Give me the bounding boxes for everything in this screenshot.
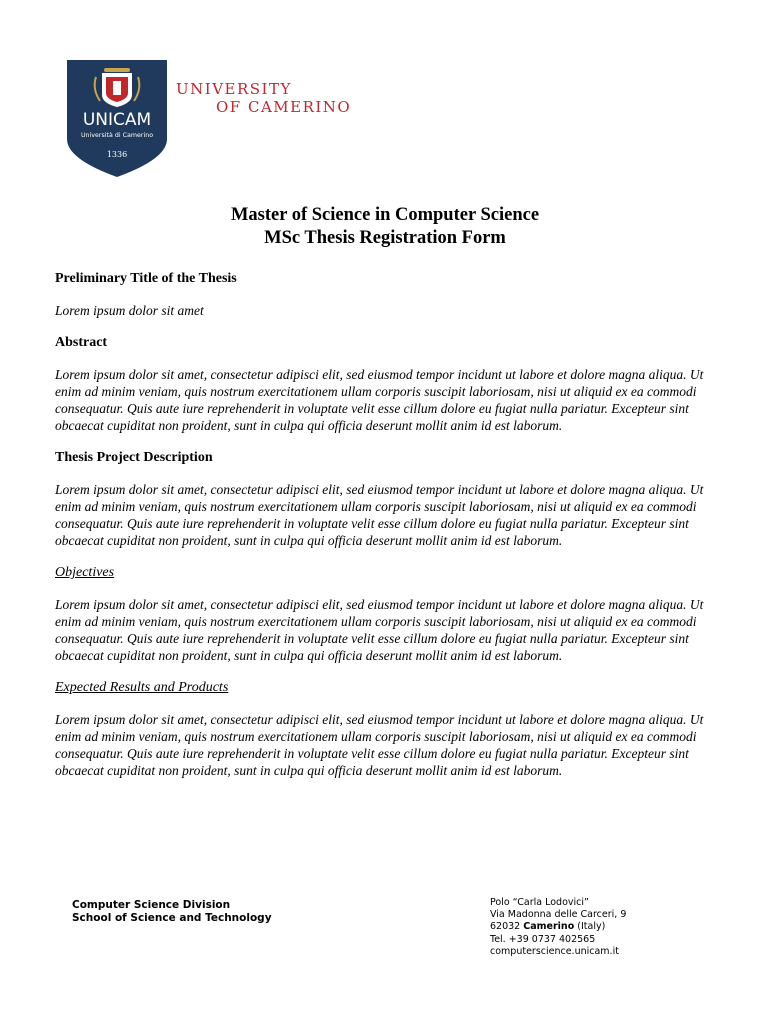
footer-phone: Tel. +39 0737 402565	[490, 933, 596, 945]
shield-subtitle: Università di Camerino	[80, 132, 154, 139]
description-heading: Thesis Project Description	[55, 450, 213, 465]
address-country: (Italy)	[577, 921, 606, 933]
address-zip: 62032	[490, 921, 521, 933]
wordmark-line2: OF CAMERINO	[216, 98, 352, 116]
wordmark-line1: UNIVERSITY	[176, 80, 292, 98]
footer-school: School of Science and Technology	[72, 912, 272, 924]
document-subtitle: MSc Thesis Registration Form	[264, 228, 506, 248]
description-text: Lorem ipsum dolor sit amet, consectetur adipisci elit, sed eiusmod tempor incidunt ut labore et dolore magna aliqua. Ut enim ad minim veniam, quis nostrum exercitationem ullam corporis suscipit laboriosam, nisi ut aliquid ex ea commodi consequatur. Quis aute iure reprehenderit in voluptate velit esse cillum dolore eu fugiat nulla pariatur. Excepteur sint obcaecat cupiditat non proident, sunt in culpa qui officia deserunt mollit anim id est laborum.	[55, 482, 704, 548]
footer-division: Computer Science Division	[72, 899, 231, 911]
footer-department	[72, 899, 272, 925]
abstract-heading: Abstract	[55, 335, 108, 350]
university-wordmark	[176, 82, 356, 122]
form-body	[55, 270, 719, 794]
address-line2: Via Madonna delle Carceri, 9	[490, 909, 627, 921]
address-city-line	[490, 921, 626, 933]
abstract-text: Lorem ipsum dolor sit amet, consectetur adipisci elit, sed eiusmod tempor incidunt ut labore et dolore magna aliqua. Ut enim ad minim veniam, quis nostrum exercitationem ullam corporis suscipit laboriosam, nisi ut aliquid ex ea commodi consequatur. Quis aute iure reprehenderit in voluptate velit esse cillum dolore eu fugiat nulla pariatur. Excepteur sint obcaecat cupiditat non proident, sunt in culpa qui officia deserunt mollit anim id est laborum.	[55, 367, 704, 433]
results-heading: Expected Results and Products	[55, 680, 229, 695]
shield-year: 1336	[106, 150, 128, 159]
results-text: Lorem ipsum dolor sit amet, consectetur adipisci elit, sed eiusmod tempor incidunt ut labore et dolore magna aliqua. Ut enim ad minim veniam, quis nostrum exercitationem ullam corporis suscipit laboriosam, nisi ut aliquid ex ea commodi consequatur. Quis aute iure reprehenderit in voluptate velit esse cillum dolore eu fugiat nulla pariatur. Excepteur sint obcaecat cupiditat non proident, sunt in culpa qui officia deserunt mollit anim id est laborum.	[55, 712, 704, 778]
footer-address	[490, 897, 626, 958]
preliminary-title-value: Lorem ipsum dolor sit amet	[55, 303, 204, 318]
footer-website[interactable]: computerscience.unicam.it	[490, 945, 619, 957]
preliminary-title-heading: Preliminary Title of the Thesis	[55, 271, 237, 286]
address-line1: Polo “Carla Lodovici”	[490, 897, 589, 908]
shield-name: UNICAM	[82, 110, 152, 130]
objectives-heading: Objectives	[55, 565, 115, 580]
document-title: Master of Science in Computer Science	[230, 205, 540, 225]
university-shield-logo	[66, 59, 168, 178]
objectives-text: Lorem ipsum dolor sit amet, consectetur adipisci elit, sed eiusmod tempor incidunt ut labore et dolore magna aliqua. Ut enim ad minim veniam, quis nostrum exercitationem ullam corporis suscipit laboriosam, nisi ut aliquid ex ea commodi consequatur. Quis aute iure reprehenderit in voluptate velit esse cillum dolore eu fugiat nulla pariatur. Excepteur sint obcaecat cupiditat non proident, sunt in culpa qui officia deserunt mollit anim id est laborum.	[55, 597, 704, 663]
address-city: Camerino	[523, 921, 575, 933]
